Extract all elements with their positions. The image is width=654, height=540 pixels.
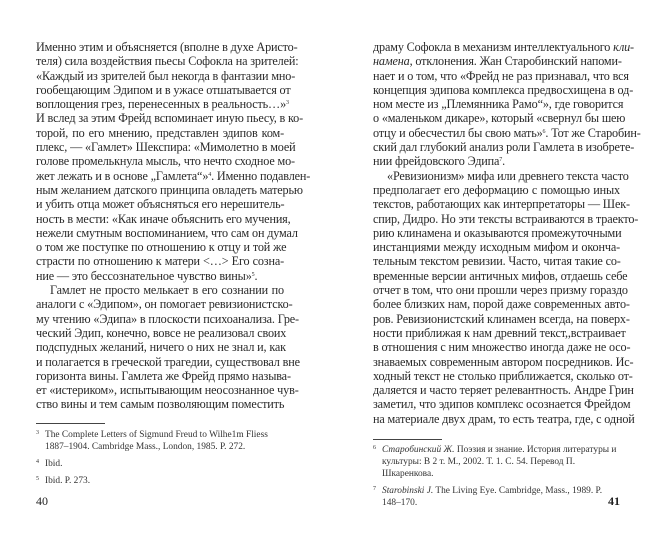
line-text: ский дал глубокий анализ роли Гамлета в изобрете- [373,140,635,155]
text-line [36,68,296,83]
line-text: подспудных желаний, ничего о них не знал и, как [36,340,286,355]
line-text: страсти по отношению к матери <…> Его созна- [36,254,284,269]
line-text: о «маленьком дикаре», который «свернул бы шею [373,111,626,126]
line-text: отчет в том, что они прошли через призму гораздо [373,283,628,298]
line-text: и убить отца может объясняться его нерешитель- [36,197,285,212]
line-text: временные версии античных мифов, отдаешь себе [373,268,628,283]
line-text: горизонта вины. Гамлета же Фрейд прямо называ- [36,368,291,383]
text-line [373,40,634,54]
line-text: аналоги с «Эдипом», он помогает ревизионистско- [36,297,293,312]
line-text: воплощения грез, перенесенных в реальность…» [36,97,287,112]
text-line [373,82,634,97]
line-text: Гамлет не просто мелькает в его сознании по [50,283,284,298]
line-text: нии фрейдовского Эдипа [373,154,500,169]
line-text: драму Софокла в механизм интеллектуального [373,40,614,54]
text-line [373,268,628,283]
text-line [36,254,284,268]
footnote-author: Starobinski J. [382,486,434,497]
text-line [36,40,298,54]
text-line [373,311,630,326]
line-text-continued: . [502,154,506,169]
text-line [373,254,620,268]
text-line [36,283,284,297]
line-text: жет лежать и в основе „Гамлета“» [36,168,209,183]
text-line [373,325,626,340]
text-line [373,168,629,183]
footnote [373,442,620,480]
line-text: ным желанием датского принципа овладеть матерью [36,182,303,197]
text-line [373,397,631,412]
line-text: ном месте из „Племянника Рамо“», где говорится [373,97,624,112]
line-text: отцу и обесчестил бы свою мать» [373,125,543,140]
footnote-reference[interactable]: 3 [286,100,289,107]
footnote-reference[interactable]: 6 [542,128,546,135]
line-text-continued: . Именно подавлен- [211,168,311,183]
line-text: концепция эдипова комплекса предвосхищена в од- [373,82,634,97]
line-text: гообещающим Эдипом и в ужасе отшатывается от [36,82,291,97]
footnote [373,483,620,509]
text-line [373,54,620,68]
line-text: предполагает его деформацию с помощью иных [373,182,620,197]
line-text: голове промелькнула мысль, что нечто сходное мо- [36,154,295,169]
line-text: ходный текст не столько приближается, сколько от- [373,368,633,383]
text-line [373,197,630,212]
text-line [36,340,284,354]
footnote-text: The Complete Letters of Sigmund Freud to Wilhe1m Fliess 1887–1904. Cambridge Mass., London, 1985. P. 272. [45,430,268,452]
text-line [36,225,298,240]
text-line [36,97,289,112]
text-line [36,140,296,155]
line-text: на материале двух драм, то есть театра, где, с одной [373,411,635,426]
text-line [36,182,303,197]
line-text: ров. Ревизионистский клинамен всегда, на поверх- [373,311,630,326]
footnote-text: Ibid. [45,459,63,470]
text-line [373,154,620,168]
line-text: даляется и часто теряет релевантность. Андре Грин [373,383,634,398]
line-text: ность в мести: «Как иначе объяснить его мучения, [36,211,291,226]
line-text: тельным текстом ревизии. Часто, читая такие со- [373,254,621,269]
footnote-mark: 6 [373,445,376,451]
text-line [36,54,299,69]
page-number: 41 [608,494,620,508]
line-text: спир, Дидро. Но эти тексты встраиваются в траекто- [373,211,639,226]
line-text: ности приближая к нам древний текст,,встраивает [373,325,626,340]
text-line [373,383,634,398]
text-line [36,354,300,369]
footnote-mark: 5 [36,476,39,483]
text-line [36,82,291,97]
footnote-mark: 4 [36,459,39,466]
line-text: инстанциями между исходным мифом и оконча- [373,240,620,255]
line-text: знаваемых современным автором посредников. Ис- [373,354,634,369]
footnote-reference[interactable]: 5 [251,271,255,278]
text-line [373,211,639,226]
left-page-footnotes [36,427,284,491]
line-text: «Каждый из зрителей был некогда в фантазии мно- [36,68,296,83]
line-text: Именно этим и объясняется (вполне в духе Аристо- [36,40,298,54]
footnote-rule [373,439,442,440]
line-text: ческий Эдип, конечно, вовсе не реализовал своих [36,325,287,340]
text-line [373,297,630,312]
text-line [373,283,628,298]
text-line [36,368,291,383]
line-text: «Ревизионизм» мифа или древнего текста часто [387,168,629,183]
line-text: И вслед за этим Фрейд вспоминает иную пьесу, в ко- [36,111,304,126]
line-text-continued: . Тот же Старобин- [545,125,641,140]
text-line [36,397,284,411]
line-text: теля) сила воздействия пьесы Софокла на зрителей: [36,54,299,69]
footnote-mark: 3 [36,430,39,436]
footnote-text: The Living Eye. Cambridge, Mass., 1989. P. 148–170. [382,486,603,509]
right-page-body-text [373,40,641,426]
text-line [36,269,284,283]
text-line [373,97,624,112]
text-line [373,226,620,240]
text-line [36,297,293,312]
text-line [36,311,299,326]
footnote [36,427,284,453]
footnote [36,456,284,470]
line-text: нает и о том, что «Фрейд не раз признавал, что вся [373,68,629,83]
line-text: текстов, работающих как интерпретаторы — Шек- [373,197,630,212]
right-page-footnotes [373,442,620,512]
italic-term: намена [373,54,410,69]
line-text-continued: . [254,268,258,283]
text-line [36,383,299,398]
text-line [373,354,634,369]
text-line [36,154,295,169]
right-page [373,0,641,540]
left-page-body-text [36,40,311,412]
text-line [36,211,291,226]
italic-term: кли- [613,40,634,54]
footnote [36,473,284,487]
text-line [36,240,287,255]
line-text: о том же поступке по отношению к отцу и той же [36,240,287,255]
line-text: рию клинамена и оказываются промежуточными [373,225,622,240]
footnote-mark: 7 [373,486,376,493]
text-line [373,240,620,254]
text-line [36,111,304,126]
text-line [36,325,287,340]
text-line [373,411,635,426]
line-text: нежели смутным воспоминанием, что сам он думал [36,225,298,240]
text-line [373,368,633,383]
text-line [373,340,631,355]
text-line [373,125,641,140]
line-text: , отклонения. Жан Старобинский напоми- [409,54,622,69]
text-line [373,68,629,83]
line-text: более близких нам, порой даже современных авто- [373,297,630,312]
left-page [36,0,311,540]
footnote-reference[interactable]: 7 [499,157,503,164]
line-text: в отношения с ним множество иногда даже не осо- [373,340,631,355]
text-line [36,126,284,140]
footnote-author: Старобинский Ж. [382,445,455,455]
line-text: плекс, — «Гамлет» Шекспира: «Мимолетно в моей [36,140,296,155]
line-text: ет «истериком», испытывающим неосознанное чув- [36,383,299,398]
footnote-reference[interactable]: 4 [208,171,212,178]
line-text: ние — это бессознательное чувство вины» [36,268,252,283]
footnote-text: Поэзия и знание. История литературы и культуры: В 2 т. М., 2002. Т. 1. С. 54. Перевод П. Шкаренкова. [382,445,617,479]
text-line [373,183,620,197]
footnote-rule [36,423,105,424]
line-text: и полагается в греческой трагедии, существовал вне [36,354,300,369]
line-text: торой, по его мнению, представлен эдипов ком- [36,125,284,140]
footnote-text: Ibid. P. 273. [45,476,91,487]
text-line [36,168,311,183]
text-line [36,197,284,211]
page-number: 40 [36,494,48,508]
text-line [373,111,626,126]
text-line [373,140,635,155]
line-text: ство вины и тем самым позволяющим поместить [36,397,285,412]
line-text: заметил, что эдипов комплекс осознается Фрейдом [373,397,631,412]
line-text: му чтению «Эдипа» в плоскости психоанализа. Гре- [36,311,299,326]
